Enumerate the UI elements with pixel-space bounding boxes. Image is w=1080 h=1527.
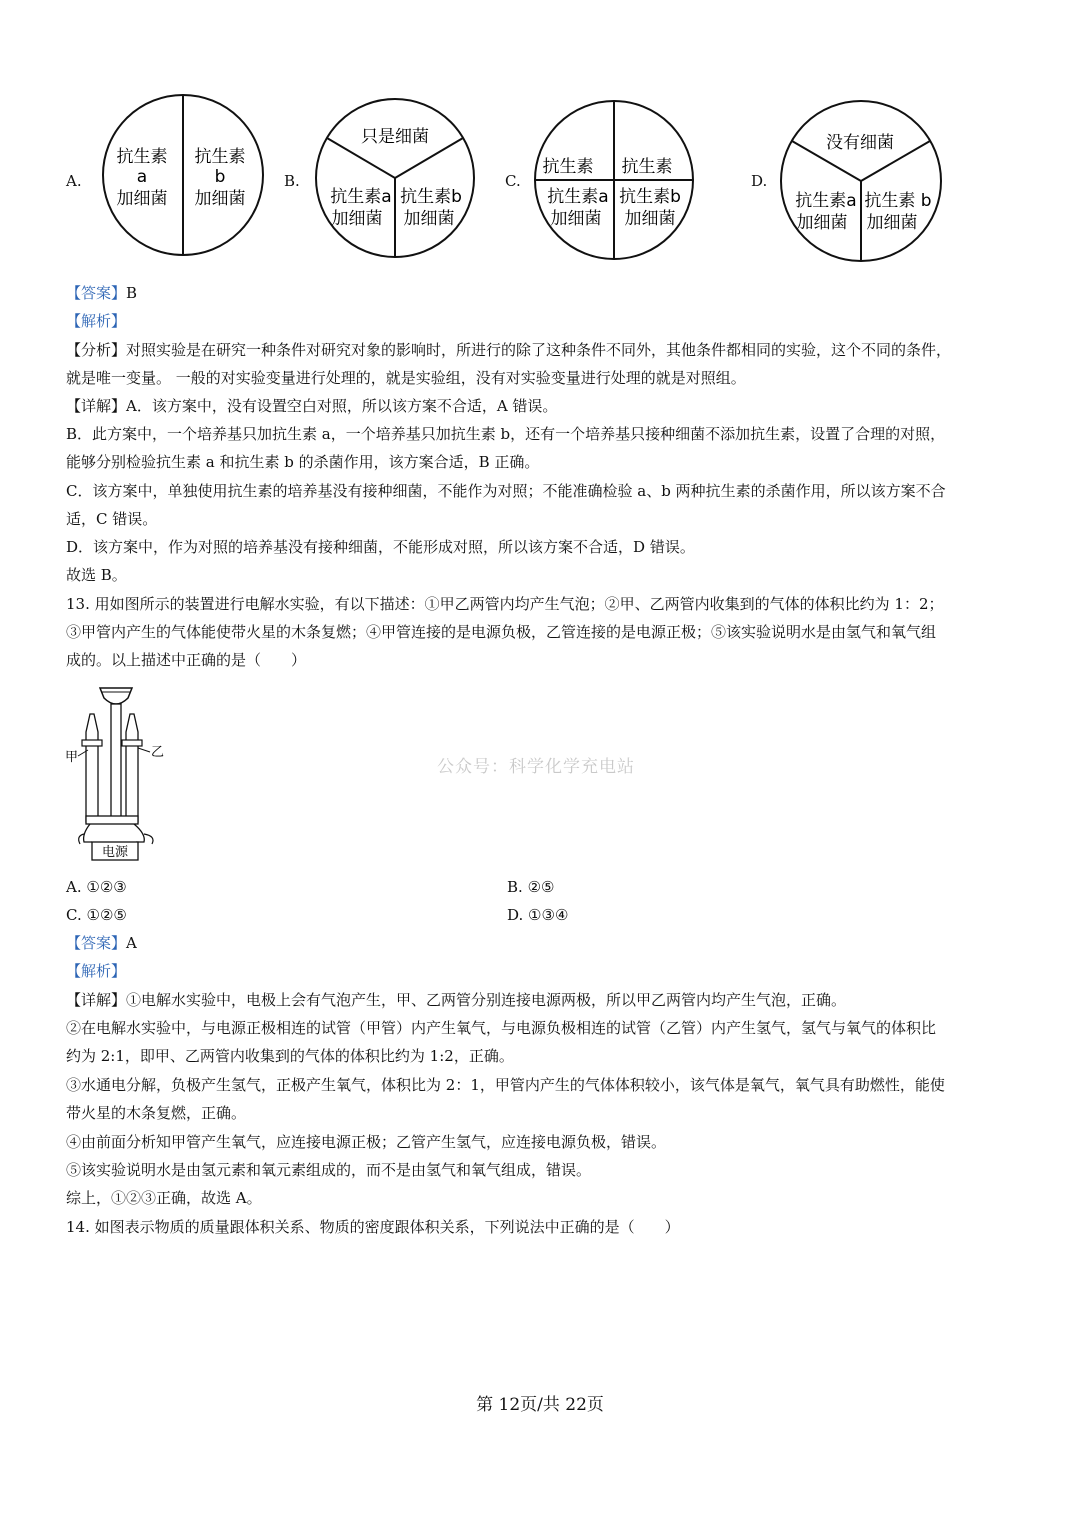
q13-line: ③水通电分解，负极产生氢气，正极产生氧气，体积比为 2：1，甲管内产生的气体体积较小，该气体是氧气，氧气具有助燃性，能使	[66, 1076, 945, 1094]
q13-stem: 成的。以上描述中正确的是（ ）	[66, 651, 307, 669]
q12-line: D．该方案中，作为对照的培养基没有接种细菌，不能形成对照，所以该方案不合适，D 错误。	[66, 538, 695, 556]
q12-analysis-tag: 【解析】	[66, 312, 127, 330]
q13-line: ④由前面分析知甲管产生氧气，应连接电源正极；乙管产生氢气，应连接电源负极，错误。	[66, 1133, 667, 1151]
diagram-c-label: 抗生素a	[547, 187, 609, 207]
diagram-d-label: 抗生素 b	[864, 191, 932, 211]
page-footer: 第 12页/共 22页	[476, 1395, 604, 1415]
diagram-b-label: 抗生素a	[330, 187, 392, 207]
q13-option-b: B. ②⑤	[507, 878, 555, 896]
q13-option-a: A. ①②③	[66, 878, 127, 896]
diagram-a-label: b	[214, 167, 226, 187]
diagram-c	[532, 98, 696, 262]
tube-left-label: 甲	[65, 750, 79, 765]
q13-line: 【详解】①电解水实验中，电极上会有气泡产生，甲、乙两管分别连接电源两极，所以甲乙两管内均产生气泡，正确。	[66, 991, 847, 1009]
diagram-d	[778, 98, 944, 264]
diagram-b-label: 只是细菌	[361, 127, 429, 147]
diagram-c-label: 抗生素b	[619, 187, 681, 207]
diagram-a-label: 抗生素	[194, 147, 246, 167]
q13-answer: 【答案】A	[66, 934, 137, 952]
diagram-b-label: 加细菌	[331, 209, 383, 229]
diagram-d-label: 抗生素a	[795, 191, 857, 211]
q13-stem: 13. 用如图所示的装置进行电解水实验，有以下描述：①甲乙两管内均产生气泡；②甲、乙两管内收集到的气体的体积比约为 1：2；	[66, 595, 944, 613]
option-letter-a: A.	[66, 172, 82, 190]
diagram-b-label: 抗生素b	[400, 187, 462, 207]
q12-line: 适，C 错误。	[66, 510, 158, 528]
q13-line: ②在电解水实验中，与电源正极相连的试管（甲管）内产生氧气，与电源负极相连的试管（乙管）内产生氢气，氢气与氧气的体积比	[66, 1019, 937, 1037]
q13-stem: ③甲管内产生的气体能使带火星的木条复燃；④甲管连接的是电源负极，乙管连接的是电源正极；⑤该实验说明水是由氢气和氧气组	[66, 623, 937, 641]
q12-answer: 【答案】B	[66, 284, 138, 302]
q13-option-d: D. ①③④	[507, 906, 569, 924]
diagram-b-label: 加细菌	[403, 209, 455, 229]
q12-line: 【分析】对照实验是在研究一种条件对研究对象的影响时，所进行的除了这种条件不同外，其他条件都相同的实验，这个不同的条件，	[66, 341, 952, 359]
diagram-c-label: 加细菌	[624, 209, 676, 229]
diagram-c-label: 抗生素	[621, 157, 673, 177]
diagram-b	[313, 96, 477, 260]
q14-stem: 14. 如图表示物质的质量跟体积关系、物质的密度跟体积关系，下列说法中正确的是（ ）	[66, 1218, 680, 1236]
q12-line: B．此方案中，一个培养基只加抗生素 a，一个培养基只加抗生素 b，还有一个培养基只接种细菌不添加抗生素，设置了合理的对照，	[66, 425, 946, 443]
q12-line: 就是唯一变量。 一般的对实验变量进行处理的，就是实验组，没有对实验变量进行处理的就是对照组。	[66, 369, 746, 387]
diagram-d-label: 没有细菌	[826, 133, 894, 153]
q13-option-c: C. ①②⑤	[66, 906, 127, 924]
diagram-d-label: 加细菌	[866, 213, 918, 233]
q12-line: 【详解】A．该方案中，没有设置空白对照，所以该方案不合适，A 错误。	[66, 397, 558, 415]
diagram-a-label: 加细菌	[194, 189, 246, 209]
diagram-a-label: 抗生素	[116, 147, 168, 167]
diagram-c-label: 加细菌	[550, 209, 602, 229]
diagram-c-label: 抗生素	[542, 157, 594, 177]
q13-line: 约为 2:1，即甲、乙两管内收集到的气体的体积比约为 1:2，正确。	[66, 1047, 514, 1065]
q12-line: 故选 B。	[66, 566, 127, 584]
option-letter-c: C.	[505, 172, 521, 190]
q13-line: ⑤该实验说明水是由氢元素和氧元素组成的，而不是由氢气和氧气组成，错误。	[66, 1161, 592, 1179]
diagram-d-label: 加细菌	[796, 213, 848, 233]
q13-line: 综上，①②③正确，故选 A。	[66, 1189, 262, 1207]
diagram-a	[100, 92, 266, 258]
q12-line: 能够分别检验抗生素 a 和抗生素 b 的杀菌作用，该方案合适，B 正确。	[66, 453, 540, 471]
tube-right-label: 乙	[151, 745, 165, 760]
option-letter-b: B.	[284, 172, 300, 190]
q12-line: C．该方案中，单独使用抗生素的培养基没有接种细菌，不能作为对照；不能准确检验 a、b 两种抗生素的杀菌作用，所以该方案不合	[66, 482, 946, 500]
q13-line: 带火星的木条复燃，正确。	[66, 1104, 247, 1122]
watermark: 公众号：科学化学充电站	[437, 757, 635, 777]
diagram-a-label: a	[136, 167, 148, 187]
power-label: 电源	[101, 845, 129, 860]
q13-analysis-tag: 【解析】	[66, 962, 127, 980]
option-letter-d: D.	[751, 172, 768, 190]
electrolysis-apparatus	[62, 684, 172, 864]
diagram-a-label: 加细菌	[116, 189, 168, 209]
